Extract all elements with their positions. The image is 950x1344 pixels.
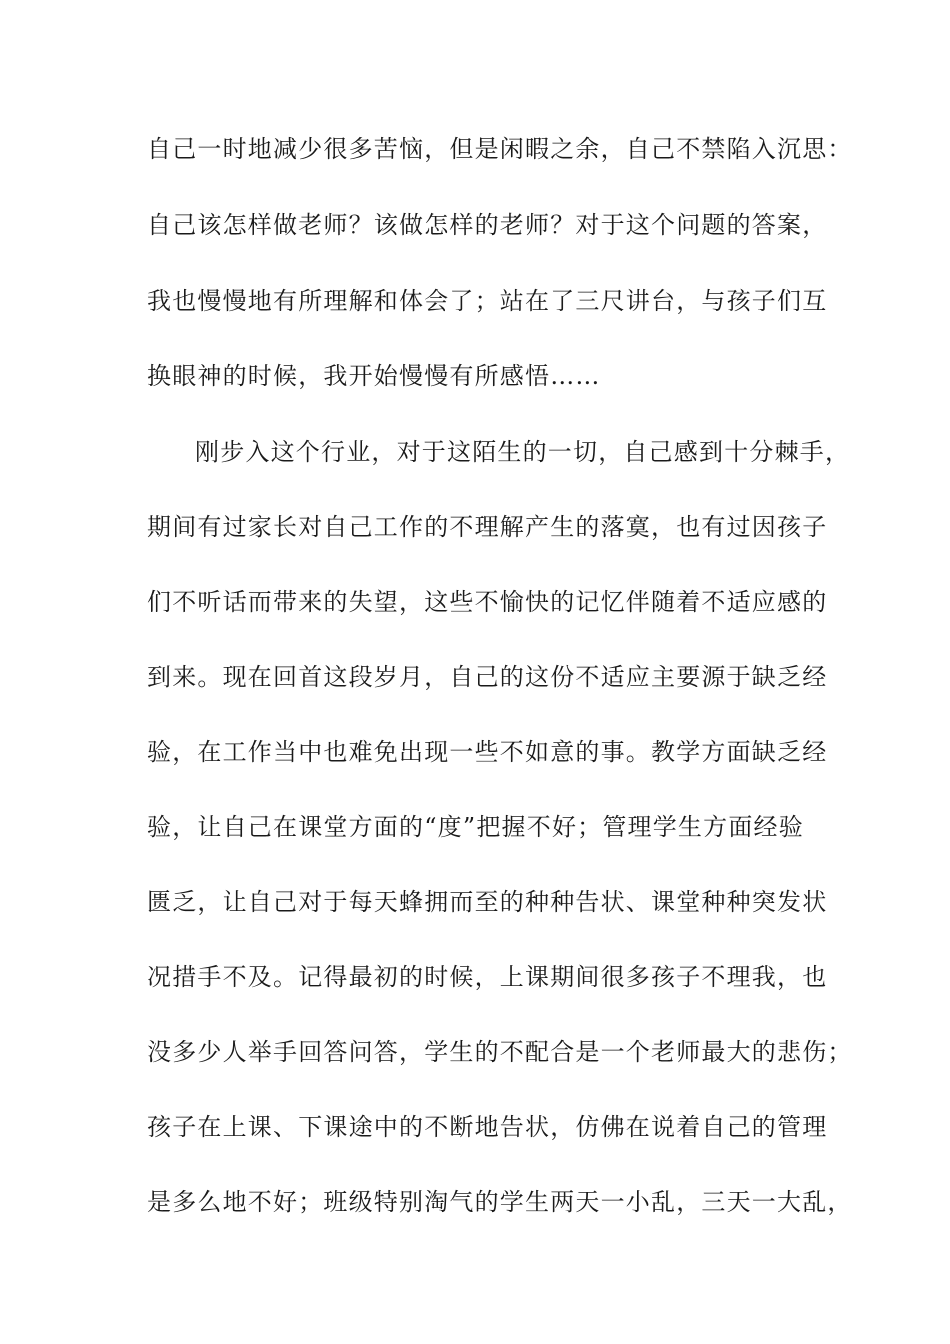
text-line: 自己一时地减少很多苦恼，但是闲暇之余，自己不禁陷入沉思： — [147, 135, 853, 163]
text-line: 况措手不及。记得最初的时候，上课期间很多孩子不理我，也 — [147, 963, 828, 991]
text-line: 自己该怎样做老师？该做怎样的老师？对于这个问题的答案， — [147, 211, 828, 239]
text-line: 换眼神的时候，我开始慢慢有所感悟…… — [147, 362, 601, 390]
text-line: 验，让自己在课堂方面的“度”把握不好；管理学生方面经验 — [147, 813, 804, 841]
text-line: 我也慢慢地有所理解和体会了；站在了三尺讲台，与孩子们互 — [147, 287, 828, 315]
text-line: 期间有过家长对自己工作的不理解产生的落寞，也有过因孩子 — [147, 513, 828, 541]
text-line: 到来。现在回首这段岁月，自己的这份不适应主要源于缺乏经 — [147, 663, 828, 691]
text-line: 孩子在上课、下课途中的不断地告状，仿佛在说着自己的管理 — [147, 1113, 828, 1141]
text-line: 没多少人举手回答问答，学生的不配合是一个老师最大的悲伤； — [147, 1038, 853, 1066]
text-line: 是多么地不好；班级特别淘气的学生两天一小乱，三天一大乱， — [147, 1188, 853, 1216]
paragraph-first-line: 刚步入这个行业，对于这陌生的一切，自己感到十分棘手， — [195, 438, 851, 466]
text-line: 验，在工作当中也难免出现一些不如意的事。教学方面缺乏经 — [147, 738, 828, 766]
text-line: 们不听话而带来的失望，这些不愉快的记忆伴随着不适应感的 — [147, 588, 828, 616]
text-line: 匮乏，让自己对于每天蜂拥而至的种种告状、课堂种种突发状 — [147, 888, 828, 916]
